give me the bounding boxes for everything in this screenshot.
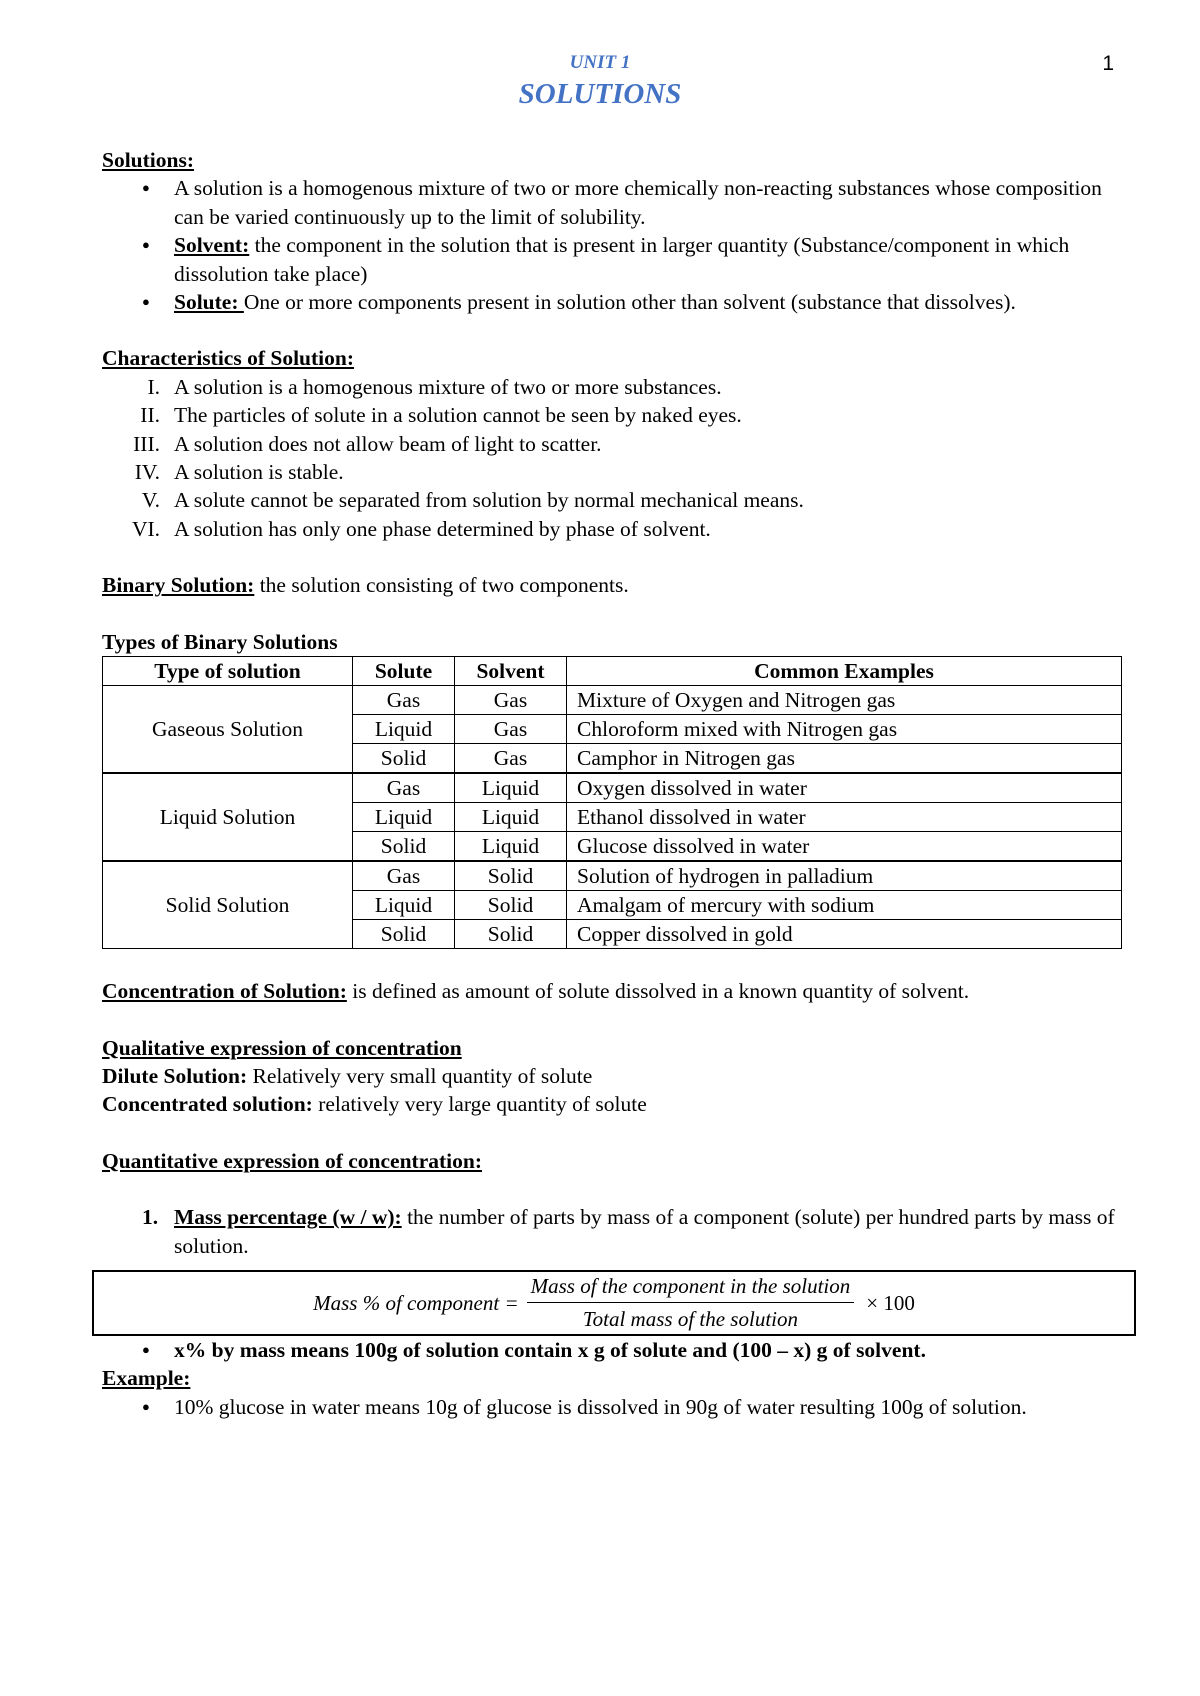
binary-solution-paragraph bbox=[102, 571, 1122, 599]
list-item bbox=[102, 373, 1122, 401]
solvent-label: Solvent: bbox=[174, 233, 250, 258]
example-list bbox=[102, 1393, 1122, 1421]
table-cell: Oxygen dissolved in water bbox=[567, 773, 1122, 803]
table-cell: Liquid bbox=[455, 803, 567, 832]
group-cell: Gaseous Solution bbox=[103, 686, 353, 774]
column-header: Type of solution bbox=[103, 657, 353, 686]
table-row bbox=[103, 773, 1122, 803]
formula-fraction bbox=[527, 1272, 855, 1334]
table-cell: Copper dissolved in gold bbox=[567, 920, 1122, 949]
table-cell: Solid bbox=[455, 861, 567, 891]
table-cell: Glucose dissolved in water bbox=[567, 832, 1122, 862]
binary-text: the solution consisting of two components. bbox=[254, 573, 629, 598]
characteristics-heading: Characteristics of Solution: bbox=[102, 346, 354, 371]
solutions-heading: Solutions: bbox=[102, 148, 195, 172]
table-cell: Solid bbox=[353, 744, 455, 774]
group-cell: Liquid Solution bbox=[103, 773, 353, 861]
list-text: A solution does not allow beam of light to scatter. bbox=[174, 431, 602, 456]
concentration-paragraph bbox=[102, 977, 1122, 1005]
table-cell: Chloroform mixed with Nitrogen gas bbox=[567, 715, 1122, 744]
list-item bbox=[102, 515, 1122, 543]
group-cell: Solid Solution bbox=[103, 861, 353, 949]
solutions-list bbox=[102, 174, 1122, 316]
mass-percentage-text: the number of parts by mass of a component (solute) per hundred parts by mass of solution. bbox=[174, 1205, 1115, 1258]
list-item: ● 10% glucose in water means 10g of glucose is dissolved in 90g of water resulting 100g of solution. bbox=[102, 1393, 1122, 1421]
table-cell: Amalgam of mercury with sodium bbox=[567, 891, 1122, 920]
quantitative-heading: Quantitative expression of concentration: bbox=[102, 1148, 482, 1173]
table-cell: Gas bbox=[455, 686, 567, 715]
concentration-text: is defined as amount of solute dissolved in a known quantity of solvent. bbox=[346, 979, 970, 1004]
document-body bbox=[102, 146, 1122, 1421]
formula-denominator: Total mass of the solution bbox=[582, 1307, 798, 1332]
bullet-text: the component in the solution that is present in larger quantity (Substance/component in which dissolution take place) bbox=[174, 233, 1070, 286]
column-header: Solvent bbox=[455, 657, 567, 686]
list-number: V. bbox=[141, 488, 160, 513]
table-cell: Gas bbox=[353, 773, 455, 803]
dilute-text: Relatively very small quantity of solute bbox=[247, 1063, 593, 1088]
concentration-label: Concentration of Solution: bbox=[102, 979, 347, 1004]
table-cell: Gas bbox=[455, 715, 567, 744]
mass-percent-formula bbox=[92, 1270, 1136, 1336]
column-header: Common Examples bbox=[567, 657, 1122, 686]
table-cell: Gas bbox=[353, 861, 455, 891]
table-cell: Solid bbox=[353, 920, 455, 949]
table-cell: Liquid bbox=[353, 891, 455, 920]
list-item bbox=[102, 288, 1122, 316]
table-cell: Liquid bbox=[353, 803, 455, 832]
list-text: A solution is stable. bbox=[174, 460, 344, 485]
table-cell: Mixture of Oxygen and Nitrogen gas bbox=[567, 686, 1122, 715]
binary-solutions-table bbox=[102, 656, 1122, 949]
binary-label: Binary Solution: bbox=[102, 573, 255, 598]
table-cell: Solid bbox=[455, 891, 567, 920]
list-number: II. bbox=[140, 403, 160, 428]
unit-label: UNIT 1 bbox=[569, 52, 631, 73]
table-row bbox=[103, 861, 1122, 891]
mass-percentage-label: Mass percentage (w / w): bbox=[174, 1205, 402, 1230]
table-cell: Ethanol dissolved in water bbox=[567, 803, 1122, 832]
characteristics-list bbox=[102, 373, 1122, 543]
page-number: 1 bbox=[1102, 52, 1114, 75]
list-item: ● x% by mass means 100g of solution contain x g of solute and (100 – x) g of solvent. bbox=[102, 1336, 1122, 1364]
column-header: Solute bbox=[353, 657, 455, 686]
dilute-label: Dilute Solution: bbox=[102, 1063, 248, 1088]
list-number: III. bbox=[133, 431, 160, 456]
list-number: 1. bbox=[142, 1205, 159, 1230]
formula-factor: × 100 bbox=[866, 1290, 915, 1315]
table-cell: Solution of hydrogen in palladium bbox=[567, 861, 1122, 891]
table-cell: Liquid bbox=[353, 715, 455, 744]
table-row bbox=[103, 686, 1122, 715]
list-item bbox=[102, 1203, 1122, 1260]
table-cell: Solid bbox=[353, 832, 455, 862]
table-cell: Gas bbox=[455, 744, 567, 774]
list-item bbox=[102, 231, 1122, 288]
bullet-text: A solution is a homogenous mixture of two or more chemically non-reacting substances whose composition can be varied continuously up to the limit of solubility. bbox=[174, 176, 1102, 229]
mass-note-list bbox=[102, 1336, 1122, 1364]
qualitative-heading: Qualitative expression of concentration bbox=[102, 1035, 462, 1060]
formula-lhs: Mass % of component = bbox=[313, 1290, 519, 1315]
concentrated-line bbox=[102, 1090, 1122, 1118]
list-text: A solution has only one phase determined by phase of solvent. bbox=[174, 516, 711, 541]
list-item bbox=[102, 430, 1122, 458]
formula-numerator: Mass of the component in the solution bbox=[527, 1272, 855, 1303]
dilute-line bbox=[102, 1062, 1122, 1090]
table-cell: Liquid bbox=[455, 773, 567, 803]
table-cell: Liquid bbox=[455, 832, 567, 862]
list-text: The particles of solute in a solution cannot be seen by naked eyes. bbox=[174, 403, 742, 428]
list-item bbox=[102, 486, 1122, 514]
list-item bbox=[102, 458, 1122, 486]
quantitative-list bbox=[102, 1203, 1122, 1260]
table-cell: Solid bbox=[455, 920, 567, 949]
concentrated-label: Concentrated solution: bbox=[102, 1092, 313, 1117]
table-header-row bbox=[103, 657, 1122, 686]
bullet-text: One or more components present in solution other than solvent (substance that dissolves). bbox=[243, 290, 1016, 315]
table-cell: Gas bbox=[353, 686, 455, 715]
list-number: VI. bbox=[131, 516, 160, 541]
list-item bbox=[102, 401, 1122, 429]
types-heading: Types of Binary Solutions bbox=[102, 629, 338, 654]
concentrated-text: relatively very large quantity of solute bbox=[312, 1092, 647, 1117]
list-number: I. bbox=[147, 374, 160, 399]
page-title: SOLUTIONS bbox=[518, 78, 682, 110]
list-item bbox=[102, 174, 1122, 231]
list-number: IV. bbox=[134, 460, 160, 485]
example-heading: Example: bbox=[102, 1366, 191, 1391]
table-cell: Camphor in Nitrogen gas bbox=[567, 744, 1122, 774]
list-text: A solution is a homogenous mixture of two or more substances. bbox=[174, 374, 722, 399]
solute-label: Solute: bbox=[174, 290, 244, 315]
list-text: A solute cannot be separated from solution by normal mechanical means. bbox=[174, 488, 804, 513]
